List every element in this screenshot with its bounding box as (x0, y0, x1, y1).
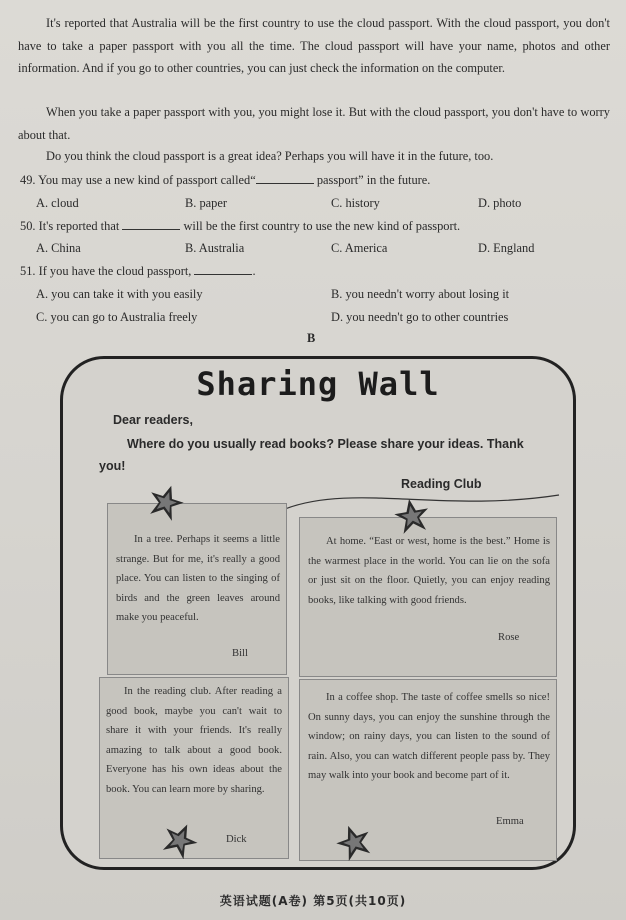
answer-blank[interactable] (256, 171, 314, 184)
answer-blank[interactable] (122, 217, 180, 230)
passage-paragraph-1: It's reported that Australia will be the first country to use the cloud passport. With the cloud passport, you don't have to take a paper passport with you all the time. The cloud passport will have your name, photos and other information. And if you go to other countries, you can just check the information on the computer. (18, 16, 610, 76)
question-51: 51. If you have the cloud passport, . (20, 264, 256, 278)
question-50: 50. It's reported that will be the first country to use the new kind of passport. (20, 219, 461, 233)
wall-greeting: Dear readers, (113, 413, 193, 427)
card-signature: Emma (496, 816, 524, 827)
card-text: In the reading club. After reading a good book, maybe you can't wait to share it with your friends. It's really amazing to talk about a good book. Everyone has his own ideas about the book. You can learn more by sharing. (106, 686, 282, 795)
card-signature: Rose (498, 632, 520, 643)
option-51-d[interactable]: D. you needn't go to other countries (331, 310, 509, 324)
section-label: B (307, 331, 316, 345)
option-51-a[interactable]: A. you can take it with you easily (36, 287, 203, 301)
option-49-c[interactable]: C. history (331, 196, 380, 210)
card-bill (107, 503, 287, 675)
passage-paragraph-2: When you take a paper passport with you, you might lose it. But with the cloud passport, you don't have to worry about that. (18, 105, 610, 142)
star-icon (335, 823, 373, 861)
card-signature: Dick (226, 834, 247, 845)
answer-blank[interactable] (194, 262, 252, 275)
option-50-c[interactable]: C. America (331, 241, 388, 255)
option-49-a[interactable]: A. cloud (36, 196, 79, 210)
option-51-c[interactable]: C. you can go to Australia freely (36, 310, 198, 324)
card-signature: Bill (232, 648, 248, 659)
star-icon (161, 821, 199, 859)
option-50-d[interactable]: D. England (478, 241, 535, 255)
wall-title: Sharing Wall (196, 365, 440, 403)
option-49-b[interactable]: B. paper (185, 196, 227, 210)
star-icon (393, 497, 431, 535)
option-50-a[interactable]: A. China (36, 241, 81, 255)
page-footer: 英语试题(A卷) 第5页(共10页) (219, 894, 407, 908)
sharing-wall (60, 356, 576, 870)
card-text: In a tree. Perhaps it seems a little strange. But for me, it's really a good place. You can listen to the singing of birds and the green leaves around make you peaceful. (116, 534, 280, 623)
option-49-d[interactable]: D. photo (478, 196, 522, 210)
star-icon (147, 483, 185, 521)
wall-club: Reading Club (401, 477, 482, 491)
card-rose (299, 517, 557, 677)
option-50-b[interactable]: B. Australia (185, 241, 245, 255)
question-49: 49. You may use a new kind of passport called“ passport” in the future. (20, 173, 431, 187)
wall-question: Where do you usually read books? Please share your ideas. Thank you! (99, 437, 524, 473)
option-51-b[interactable]: B. you needn't worry about losing it (331, 287, 510, 301)
card-text: At home. “East or west, home is the best.” Home is the warmest place in the world. You can lie on the sofa or just sit on the floor. Quietly, you can enjoy reading books, like talking with good friends. (308, 536, 550, 606)
card-text: In a coffee shop. The taste of coffee smells so nice! On sunny days, you can enjoy the sunshine through the window; on rainy days, you can listen to the sound of rain. Also, you can watch different people pass by. They may walk into your book and become part of it. (308, 692, 550, 781)
passage-paragraph-3: Do you think the cloud passport is a great idea? Perhaps you will have it in the future, too. (46, 149, 494, 163)
